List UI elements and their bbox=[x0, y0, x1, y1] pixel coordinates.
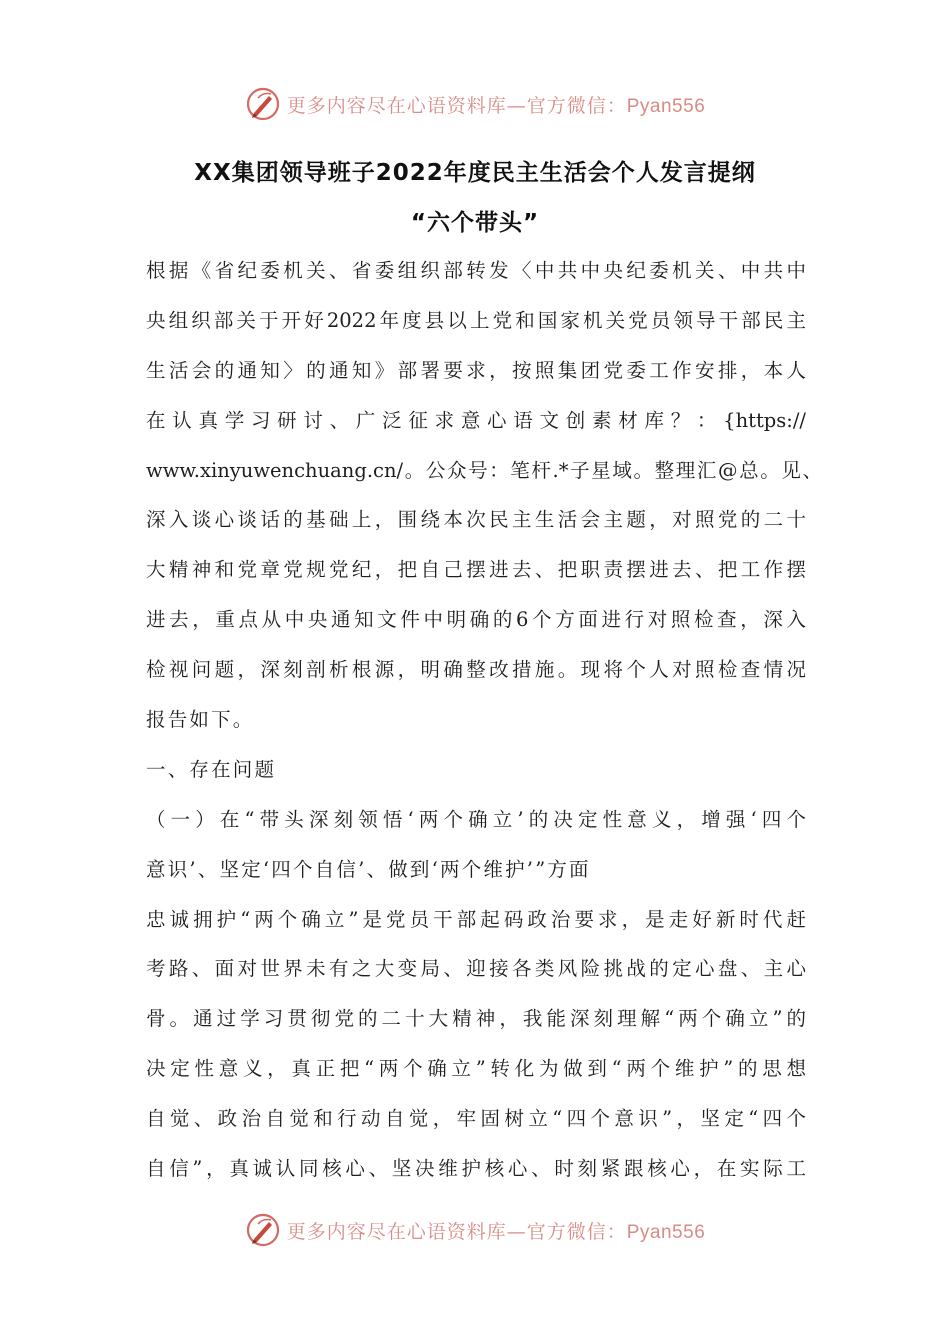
subsection-heading: 意识’、坚定‘四个自信’、做到‘两个维护’”方面 bbox=[146, 857, 591, 881]
body-line: 进去，重点从中央通知文件中明确的6个方面进行对照检查，深入 bbox=[146, 608, 806, 632]
watermark-footer bbox=[0, 1210, 950, 1250]
body-line: 检视问题，深刻剖析根源，明确整改措施。现将个人对照检查情况 bbox=[146, 658, 806, 682]
body-line: 骨。通过学习贯彻党的二十大精神，我能深刻理解“两个确立”的 bbox=[146, 1007, 806, 1031]
body-line: 大精神和党章党规党纪，把自己摆进去、把职责摆进去、把工作摆 bbox=[146, 558, 806, 582]
body-line: 决定性意义，真正把“两个确立”转化为做到“两个维护”的思想 bbox=[146, 1057, 806, 1081]
body-line: 生活会的通知〉的通知》部署要求，按照集团党委工作安排，本人 bbox=[146, 358, 806, 382]
document-body bbox=[146, 246, 822, 1194]
pen-logo-icon bbox=[245, 1212, 281, 1248]
document-title: XX集团领导班子2022年度民主生活会个人发言提纲 bbox=[194, 160, 756, 186]
body-line: 根据《省纪委机关、省委组织部转发〈中共中央纪委机关、中共中 bbox=[146, 259, 806, 282]
body-line: 央组织部关于开好2022年度县以上党和国家机关党员领导干部民主 bbox=[146, 308, 806, 332]
subsection-heading: （一）在“带头深刻领悟‘两个确立’的决定性意义，增强‘四个 bbox=[146, 807, 806, 831]
body-line: 忠诚拥护“两个确立”是党员干部起码政治要求，是走好新时代赶 bbox=[146, 907, 806, 931]
pen-logo-icon bbox=[245, 86, 281, 122]
body-line: www.xinyuwenchuang.cn/。公众号：笔杆.*子星域。整理汇@总。见、 bbox=[146, 458, 822, 482]
body-line: 自信”，真诚认同核心、坚决维护核心、时刻紧跟核心，在实际工 bbox=[146, 1157, 806, 1181]
body-line: 自觉、政治自觉和行动自觉，牢固树立“四个意识”，坚定“四个 bbox=[146, 1107, 806, 1131]
body-line: 考路、面对世界未有之大变局、迎接各类风险挑战的定心盘、主心 bbox=[146, 957, 806, 981]
section-heading: 一、存在问题 bbox=[146, 757, 277, 781]
watermark-text: 更多内容尽在心语资料库—官方微信：Pyan556 bbox=[286, 1220, 706, 1243]
watermark-header bbox=[0, 84, 950, 124]
body-line: 深入谈心谈话的基础上，围绕本次民主生活会主题，对照党的二十 bbox=[146, 508, 806, 532]
document-subtitle: “六个带头” bbox=[410, 210, 540, 236]
body-line: 报告如下。 bbox=[146, 708, 255, 732]
watermark-text: 更多内容尽在心语资料库—官方微信：Pyan556 bbox=[286, 94, 706, 117]
body-line: 在认真学习研讨、广泛征求意心语文创素材库？：{https:// bbox=[146, 408, 806, 432]
